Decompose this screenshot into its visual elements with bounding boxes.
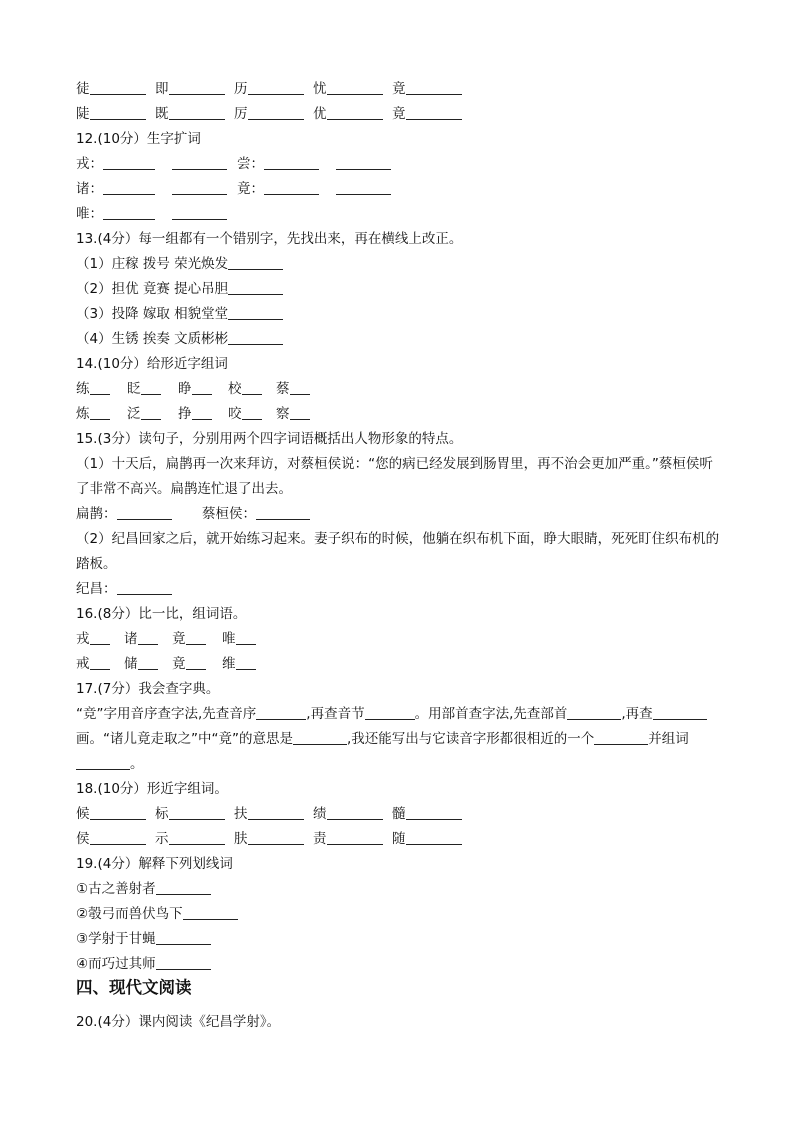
word-cell: 睁 <box>178 380 212 398</box>
word-cell: 陡 <box>76 105 146 123</box>
word-cell: 炼 <box>76 405 110 423</box>
question-header: 12.(10分）生字扩词 <box>76 131 201 147</box>
word-cell: 眨 <box>127 380 161 398</box>
word-cell: 既 <box>155 105 225 123</box>
expand-cell: 尝： <box>237 155 391 173</box>
word-cell: 戒 <box>76 655 110 673</box>
word-cell: 标 <box>155 805 225 823</box>
word-cell: 挣 <box>178 405 212 423</box>
word-cell: 储 <box>124 655 158 673</box>
item-line: （3）投降 嫁取 相貌堂堂 <box>76 305 283 323</box>
answer-cell: 蔡桓侯： <box>202 505 310 523</box>
section-title: 四、现代文阅读 <box>76 978 192 997</box>
item-line: ①古之善射者 <box>76 880 211 898</box>
answer-cell: 扁鹊： <box>76 505 172 523</box>
word-cell: 咬 <box>228 405 262 423</box>
item-line: （4）生锈 挨奏 文质彬彬 <box>76 330 283 348</box>
item-line: （2）担优 竟赛 提心吊胆 <box>76 280 283 298</box>
expand-cell: 竟： <box>237 180 391 198</box>
word-cell: 泛 <box>127 405 161 423</box>
word-cell: 戎 <box>76 630 110 648</box>
word-cell: 忧 <box>313 80 383 98</box>
word-cell: 扶 <box>234 805 304 823</box>
word-cell: 蔡 <box>276 380 310 398</box>
answer-cell: 纪昌： <box>76 580 172 598</box>
question-header: 15.(3分）读句子，分别用两个四字词语概括出人物形象的特点。 <box>76 431 463 447</box>
word-cell: 随 <box>392 830 462 848</box>
item-line: ③学射于甘蝇 <box>76 930 211 948</box>
word-cell: 校 <box>228 380 262 398</box>
word-cell: 侯 <box>76 830 146 848</box>
item-line: ④而巧过其师 <box>76 955 211 973</box>
question-header: 19.(4分）解释下列划线词 <box>76 856 233 872</box>
word-cell: 历 <box>234 80 304 98</box>
dictionary-passage: “竞”字用音序查字法,先查音序 ,再查音节 。用部首查字法,先查部首 ,再查画。“诸儿竟走取之”中“竟”的意思是 ,我还能写出与它读音字形都很相近的一个 并组词。 <box>76 702 724 777</box>
word-cell: 练 <box>76 380 110 398</box>
word-cell: 优 <box>313 105 383 123</box>
word-cell: 示 <box>155 830 225 848</box>
word-cell: 肤 <box>234 830 304 848</box>
expand-cell: 唯： <box>76 205 227 223</box>
word-cell: 竟 <box>172 655 206 673</box>
word-cell: 责 <box>313 830 383 848</box>
word-cell: 维 <box>222 655 256 673</box>
question-header: 17.(7分）我会查字典。 <box>76 681 220 697</box>
word-cell: 诸 <box>124 630 158 648</box>
question-header: 13.(4分）每一组都有一个错别字，先找出来，再在横线上改正。 <box>76 231 463 247</box>
word-cell: 徒 <box>76 80 146 98</box>
word-cell: 竟 <box>172 630 206 648</box>
expand-cell: 诸： <box>76 180 227 198</box>
word-cell: 候 <box>76 805 146 823</box>
passage-paragraph: （2）纪昌回家之后，就开始练习起来。妻子织布的时候，他躺在织布机下面，睁大眼睛，死死盯住织布机的踏板。 <box>76 531 720 572</box>
question-header: 20.(4分）课内阅读《纪昌学射》。 <box>76 1014 281 1030</box>
word-cell: 厉 <box>234 105 304 123</box>
question-header: 18.(10分）形近字组词。 <box>76 781 228 797</box>
word-cell: 唯 <box>222 630 256 648</box>
question-header: 14.(10分）给形近字组词 <box>76 356 228 372</box>
word-cell: 竟 <box>392 80 462 98</box>
word-cell: 髓 <box>392 805 462 823</box>
word-cell: 即 <box>155 80 225 98</box>
word-cell: 竟 <box>392 105 462 123</box>
word-cell: 绩 <box>313 805 383 823</box>
word-cell: 察 <box>276 405 310 423</box>
passage-paragraph: （1）十天后，扁鹊再一次来拜访，对蔡桓侯说：“您的病已经发展到肠胃里，再不治会更加严重。”蔡桓侯听了非常不高兴。扁鹊连忙退了出去。 <box>76 456 713 497</box>
item-line: （1）庄稼 拨号 荣光焕发 <box>76 255 283 273</box>
question-header: 16.(8分）比一比，组词语。 <box>76 606 247 622</box>
expand-cell: 戎： <box>76 155 227 173</box>
item-line: ②彀弓而兽伏鸟下 <box>76 905 238 923</box>
